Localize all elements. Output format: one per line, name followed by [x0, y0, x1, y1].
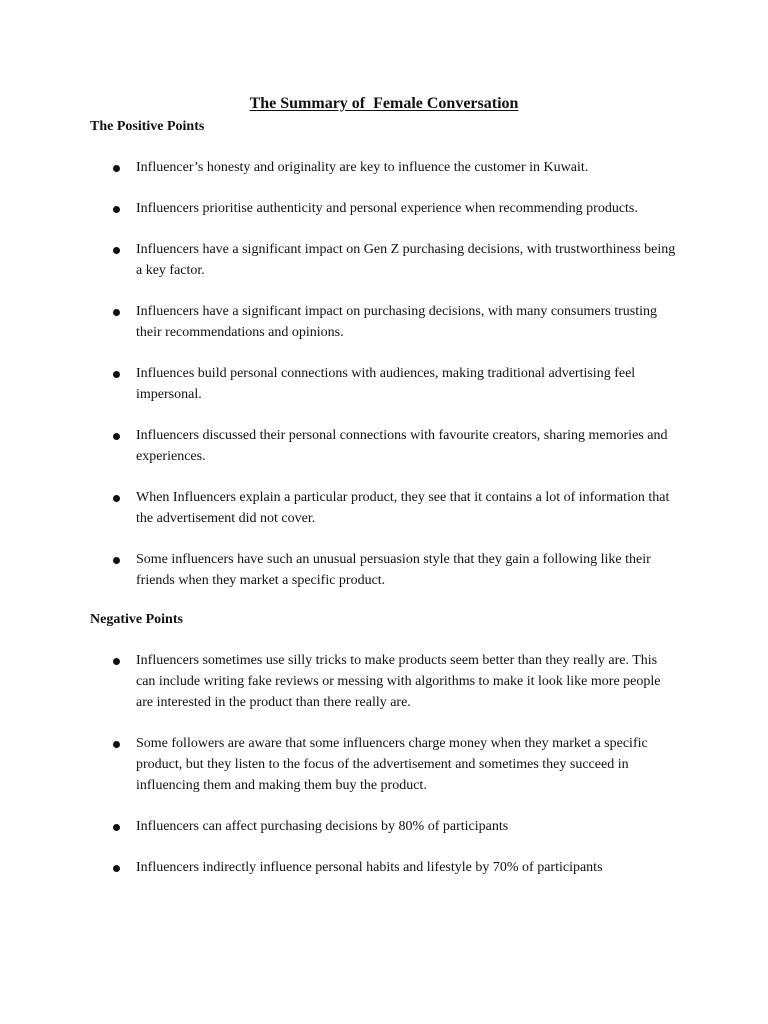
- list-item-text: When Influencers explain a particular product, they see that it contains a lot of information that the advertisement did not cover.: [136, 490, 670, 526]
- list-item-text: Influencer’s honesty and originality are key to influence the customer in Kuwait.: [136, 160, 589, 175]
- list-item-text: Influencers indirectly influence personal habits and lifestyle by 70% of participants: [136, 860, 603, 875]
- list-item-text: Influencers have a significant impact on purchasing decisions, with many consumers trusting their recommendations and opinions.: [136, 304, 657, 340]
- bullet-icon: [113, 165, 120, 172]
- list-item-text: Influencers prioritise authenticity and personal experience when recommending products.: [136, 201, 638, 216]
- list-item: [90, 487, 678, 529]
- list-item-text: Influencers have a significant impact on Gen Z purchasing decisions, with trustworthiness being a key factor.: [136, 242, 676, 278]
- bullet-icon: [113, 371, 120, 378]
- list-item-text: Some followers are aware that some influencers charge money when they market a specific product, but they listen to the focus of the advertisement and sometimes they succeed in influencing them and making them buy the product.: [136, 736, 648, 793]
- list-item-text: Influencers sometimes use silly tricks to make products seem better than they really are. This can include writing fake reviews or messing with algorithms to make it look like more people are interested in the product than there really are.: [136, 653, 661, 710]
- bullet-icon: [113, 658, 120, 665]
- bullet-icon: [113, 557, 120, 564]
- list-item: [90, 239, 678, 281]
- list-item: [90, 301, 678, 343]
- negative-points-heading: Negative Points: [90, 612, 183, 627]
- bullet-icon: [113, 865, 120, 872]
- bullet-icon: [113, 247, 120, 254]
- list-item-text: Influencers can affect purchasing decisions by 80% of participants: [136, 819, 509, 834]
- list-item: [90, 816, 678, 837]
- list-item-text: Influences build personal connections with audiences, making traditional advertising feel impersonal.: [136, 366, 636, 402]
- list-item-text: Some influencers have such an unusual persuasion style that they gain a following like their friends when they market a specific product.: [136, 552, 651, 588]
- list-item: [90, 157, 678, 178]
- positive-points-list: [90, 157, 678, 591]
- list-item: [90, 857, 678, 878]
- bullet-icon: [113, 309, 120, 316]
- list-item: [90, 549, 678, 591]
- bullet-icon: [113, 741, 120, 748]
- list-item: [90, 363, 678, 405]
- bullet-icon: [113, 824, 120, 831]
- list-item: [90, 650, 678, 713]
- list-item: [90, 733, 678, 796]
- bullet-icon: [113, 206, 120, 213]
- list-item: [90, 198, 678, 219]
- document-title: The Summary of Female Conversation: [249, 95, 519, 112]
- list-item-text: Influencers discussed their personal connections with favourite creators, sharing memories and experiences.: [136, 428, 668, 464]
- list-item: [90, 425, 678, 467]
- negative-points-list: [90, 650, 678, 878]
- bullet-icon: [113, 495, 120, 502]
- bullet-icon: [113, 433, 120, 440]
- positive-points-heading: The Positive Points: [90, 119, 205, 134]
